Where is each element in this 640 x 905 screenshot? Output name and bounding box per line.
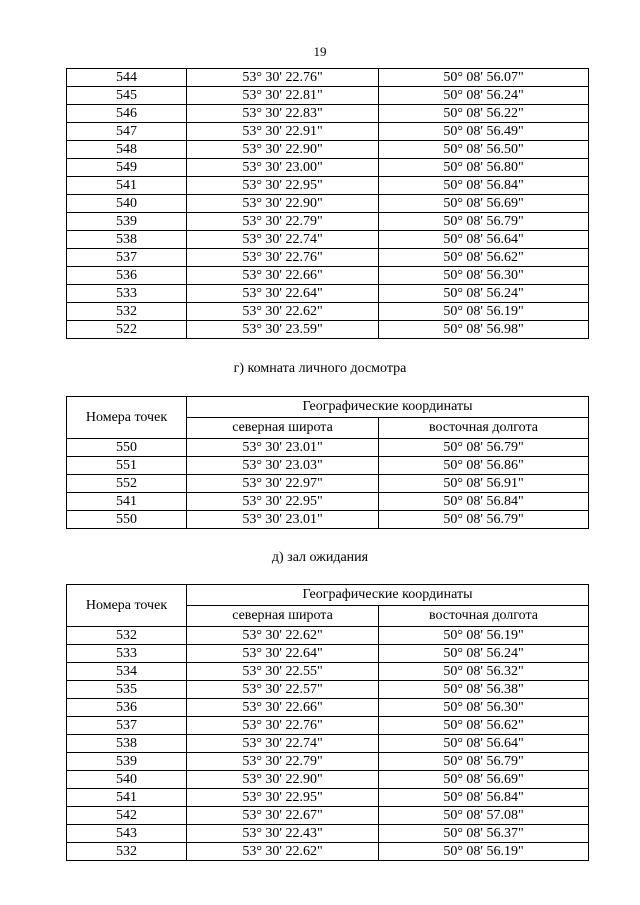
table-row	[67, 213, 589, 231]
north-latitude-cell: 53° 30' 22.90"	[187, 771, 379, 789]
north-latitude-cell: 53° 30' 22.76"	[187, 717, 379, 735]
caption-waiting-room: д) зал ожидания	[271, 550, 369, 565]
north-latitude-cell: 53° 30' 22.62"	[187, 843, 379, 861]
east-longitude-cell: 50° 08' 56.30"	[379, 267, 589, 285]
point-number-cell: 552	[67, 475, 187, 493]
table-row	[67, 231, 589, 249]
table-row	[67, 285, 589, 303]
east-longitude-cell: 50° 08' 56.79"	[379, 213, 589, 231]
east-longitude-cell: 50° 08' 56.30"	[379, 699, 589, 717]
east-longitude-cell: 50° 08' 56.84"	[379, 177, 589, 195]
point-number-cell: 542	[67, 807, 187, 825]
point-number-cell: 522	[67, 321, 187, 339]
north-latitude-cell: 53° 30' 22.90"	[187, 195, 379, 213]
north-latitude-cell: 53° 30' 22.55"	[187, 663, 379, 681]
header-north-latitude: северная широта	[187, 418, 379, 439]
north-latitude-cell: 53° 30' 22.90"	[187, 141, 379, 159]
north-latitude-cell: 53° 30' 22.95"	[187, 789, 379, 807]
table-header-row	[67, 397, 589, 418]
point-number-cell: 533	[67, 645, 187, 663]
point-number-cell: 540	[67, 195, 187, 213]
east-longitude-cell: 50° 08' 56.19"	[379, 627, 589, 645]
point-number-cell: 536	[67, 699, 187, 717]
table-row	[67, 717, 589, 735]
north-latitude-cell: 53° 30' 22.57"	[187, 681, 379, 699]
east-longitude-cell: 50° 08' 57.08"	[379, 807, 589, 825]
coordinates-table-waiting-room	[66, 584, 589, 861]
east-longitude-cell: 50° 08' 56.98"	[379, 321, 589, 339]
header-geographic-coordinates: Географические координаты	[187, 397, 589, 418]
table-row	[67, 753, 589, 771]
east-longitude-cell: 50° 08' 56.19"	[379, 303, 589, 321]
east-longitude-cell: 50° 08' 56.79"	[379, 511, 589, 529]
table-row	[67, 457, 589, 475]
table-row	[67, 439, 589, 457]
north-latitude-cell: 53° 30' 22.95"	[187, 177, 379, 195]
header-north-latitude: северная широта	[187, 606, 379, 627]
north-latitude-cell: 53° 30' 22.62"	[187, 303, 379, 321]
table-row	[67, 249, 589, 267]
north-latitude-cell: 53° 30' 22.81"	[187, 87, 379, 105]
north-latitude-cell: 53° 30' 23.59"	[187, 321, 379, 339]
north-latitude-cell: 53° 30' 22.79"	[187, 753, 379, 771]
header-geographic-coordinates: Географические координаты	[187, 585, 589, 606]
table-row	[67, 123, 589, 141]
east-longitude-cell: 50° 08' 56.37"	[379, 825, 589, 843]
north-latitude-cell: 53° 30' 22.43"	[187, 825, 379, 843]
table-row	[67, 159, 589, 177]
north-latitude-cell: 53° 30' 23.01"	[187, 511, 379, 529]
page-number: 19	[313, 44, 327, 59]
east-longitude-cell: 50° 08' 56.24"	[379, 285, 589, 303]
table-row	[67, 303, 589, 321]
point-number-cell: 551	[67, 457, 187, 475]
table-row	[67, 141, 589, 159]
north-latitude-cell: 53° 30' 22.76"	[187, 69, 379, 87]
coordinates-table-personal-search-room	[66, 396, 589, 529]
table-row	[67, 789, 589, 807]
point-number-cell: 541	[67, 177, 187, 195]
east-longitude-cell: 50° 08' 56.24"	[379, 645, 589, 663]
table-row	[67, 177, 589, 195]
table-row	[67, 825, 589, 843]
point-number-cell: 536	[67, 267, 187, 285]
east-longitude-cell: 50° 08' 56.84"	[379, 493, 589, 511]
table-row	[67, 105, 589, 123]
east-longitude-cell: 50° 08' 56.91"	[379, 475, 589, 493]
north-latitude-cell: 53° 30' 22.64"	[187, 645, 379, 663]
point-number-cell: 538	[67, 231, 187, 249]
east-longitude-cell: 50° 08' 56.62"	[379, 717, 589, 735]
point-number-cell: 547	[67, 123, 187, 141]
table-header-row	[67, 585, 589, 606]
north-latitude-cell: 53° 30' 22.67"	[187, 807, 379, 825]
point-number-cell: 549	[67, 159, 187, 177]
north-latitude-cell: 53° 30' 23.03"	[187, 457, 379, 475]
north-latitude-cell: 53° 30' 22.74"	[187, 231, 379, 249]
header-point-numbers: Номера точек	[67, 585, 187, 627]
east-longitude-cell: 50° 08' 56.24"	[379, 87, 589, 105]
caption-personal-search-room: г) комната личного досмотра	[233, 361, 407, 376]
table-row	[67, 87, 589, 105]
table-row	[67, 735, 589, 753]
north-latitude-cell: 53° 30' 22.97"	[187, 475, 379, 493]
point-number-cell: 532	[67, 843, 187, 861]
table-row	[67, 267, 589, 285]
east-longitude-cell: 50° 08' 56.07"	[379, 69, 589, 87]
north-latitude-cell: 53° 30' 23.01"	[187, 439, 379, 457]
point-number-cell: 537	[67, 717, 187, 735]
table-row	[67, 807, 589, 825]
header-point-numbers: Номера точек	[67, 397, 187, 439]
east-longitude-cell: 50° 08' 56.32"	[379, 663, 589, 681]
point-number-cell: 534	[67, 663, 187, 681]
point-number-cell: 546	[67, 105, 187, 123]
east-longitude-cell: 50° 08' 56.38"	[379, 681, 589, 699]
north-latitude-cell: 53° 30' 22.66"	[187, 699, 379, 717]
table-row	[67, 493, 589, 511]
point-number-cell: 541	[67, 493, 187, 511]
east-longitude-cell: 50° 08' 56.50"	[379, 141, 589, 159]
point-number-cell: 539	[67, 753, 187, 771]
east-longitude-cell: 50° 08' 56.64"	[379, 735, 589, 753]
north-latitude-cell: 53° 30' 22.83"	[187, 105, 379, 123]
north-latitude-cell: 53° 30' 22.79"	[187, 213, 379, 231]
point-number-cell: 538	[67, 735, 187, 753]
point-number-cell: 532	[67, 627, 187, 645]
east-longitude-cell: 50° 08' 56.69"	[379, 195, 589, 213]
coordinates-table-continued	[66, 68, 589, 339]
point-number-cell: 540	[67, 771, 187, 789]
table-row	[67, 843, 589, 861]
header-east-longitude: восточная долгота	[379, 606, 589, 627]
table-row	[67, 321, 589, 339]
point-number-cell: 548	[67, 141, 187, 159]
table-row	[67, 69, 589, 87]
north-latitude-cell: 53° 30' 22.91"	[187, 123, 379, 141]
north-latitude-cell: 53° 30' 22.76"	[187, 249, 379, 267]
table-row	[67, 195, 589, 213]
east-longitude-cell: 50° 08' 56.69"	[379, 771, 589, 789]
table-row	[67, 627, 589, 645]
point-number-cell: 545	[67, 87, 187, 105]
east-longitude-cell: 50° 08' 56.19"	[379, 843, 589, 861]
east-longitude-cell: 50° 08' 56.80"	[379, 159, 589, 177]
east-longitude-cell: 50° 08' 56.22"	[379, 105, 589, 123]
north-latitude-cell: 53° 30' 23.00"	[187, 159, 379, 177]
header-east-longitude: восточная долгота	[379, 418, 589, 439]
east-longitude-cell: 50° 08' 56.86"	[379, 457, 589, 475]
north-latitude-cell: 53° 30' 22.64"	[187, 285, 379, 303]
east-longitude-cell: 50° 08' 56.79"	[379, 753, 589, 771]
east-longitude-cell: 50° 08' 56.49"	[379, 123, 589, 141]
table-row	[67, 771, 589, 789]
north-latitude-cell: 53° 30' 22.74"	[187, 735, 379, 753]
point-number-cell: 532	[67, 303, 187, 321]
table-row	[67, 645, 589, 663]
north-latitude-cell: 53° 30' 22.62"	[187, 627, 379, 645]
point-number-cell: 533	[67, 285, 187, 303]
point-number-cell: 541	[67, 789, 187, 807]
table-row	[67, 511, 589, 529]
east-longitude-cell: 50° 08' 56.64"	[379, 231, 589, 249]
north-latitude-cell: 53° 30' 22.66"	[187, 267, 379, 285]
east-longitude-cell: 50° 08' 56.79"	[379, 439, 589, 457]
point-number-cell: 535	[67, 681, 187, 699]
east-longitude-cell: 50° 08' 56.62"	[379, 249, 589, 267]
point-number-cell: 543	[67, 825, 187, 843]
point-number-cell: 544	[67, 69, 187, 87]
table-row	[67, 663, 589, 681]
point-number-cell: 539	[67, 213, 187, 231]
table-row	[67, 475, 589, 493]
north-latitude-cell: 53° 30' 22.95"	[187, 493, 379, 511]
table-row	[67, 699, 589, 717]
point-number-cell: 550	[67, 511, 187, 529]
point-number-cell: 550	[67, 439, 187, 457]
table-row	[67, 681, 589, 699]
point-number-cell: 537	[67, 249, 187, 267]
east-longitude-cell: 50° 08' 56.84"	[379, 789, 589, 807]
